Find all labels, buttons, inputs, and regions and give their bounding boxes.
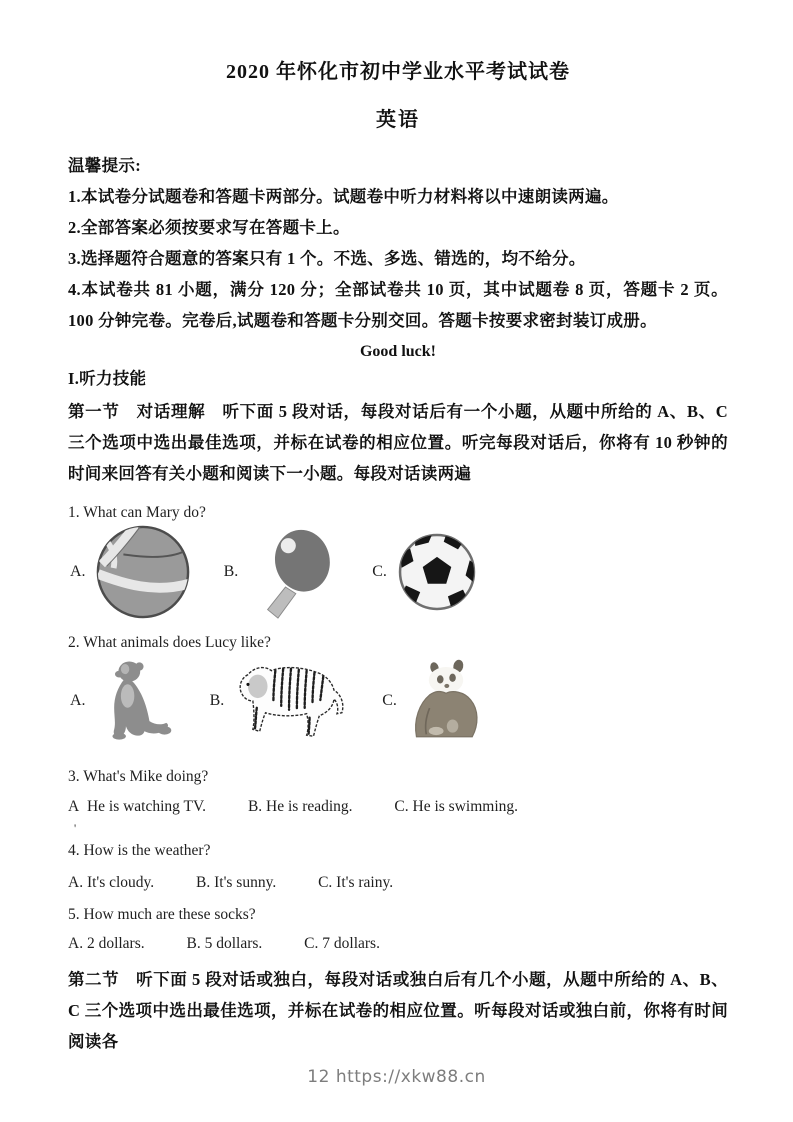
page-footer-watermark: 12 https://xkw88.cn bbox=[307, 1067, 486, 1087]
question-3-options bbox=[68, 797, 728, 835]
option-b-label: B. bbox=[209, 692, 225, 709]
page-subtitle: 英语 bbox=[376, 109, 420, 131]
tiger-icon bbox=[232, 657, 350, 745]
option-c-label: C. bbox=[382, 692, 397, 709]
stray-mark: ' bbox=[74, 821, 77, 835]
part2-intro: 第二节 听下面 5 段对话或独白，每段对话或独白后有几个小题，从题中所给的 A、B、C 三个选项中选出最佳选项，并标在试卷的相应位置。听每段对话或独白前，你将有时间阅读各 bbox=[68, 970, 728, 1051]
notice-item-1: 1.本试卷分试题卷和答题卡两部分。试题卷中听力材料将以中速朗读两遍。 bbox=[68, 187, 619, 206]
option-c-label: C. bbox=[372, 563, 387, 580]
question-4-text: 4. How is the weather? bbox=[68, 842, 211, 859]
q3-option-c: C. He is swimming. bbox=[394, 798, 518, 815]
part1-intro: 第一节 对话理解 听下面 5 段对话，每段对话后有一个小题，从题中所给的 A、B、C 三个选项中选出最佳选项，并标在试卷的相应位置。听完每段对话后，你将有 10 秒钟的时间来回答有关小题和阅读下一小题。每段对话读两遍 bbox=[68, 402, 728, 483]
option-b-label: B. bbox=[223, 563, 239, 580]
question-2-image-options bbox=[68, 655, 728, 747]
notice-block bbox=[68, 150, 728, 336]
question-5-options bbox=[68, 934, 728, 954]
football-icon bbox=[395, 530, 479, 614]
question-4-options bbox=[68, 873, 728, 893]
q4-option-b: B. It's sunny. bbox=[196, 874, 277, 891]
q3-option-a: A He is watching TV. bbox=[68, 798, 207, 815]
q4-option-c: C. It's rainy. bbox=[318, 874, 394, 891]
option-a-label: A. bbox=[70, 563, 86, 580]
question-1-text: 1. What can Mary do? bbox=[68, 504, 206, 521]
q5-option-c: C. 7 dollars. bbox=[304, 935, 380, 952]
q3-option-b: B. He is reading. bbox=[247, 798, 353, 815]
notice-item-4: 4.本试卷共 81 小题，满分 120 分；全部试卷共 10 页，其中试题卷 8 页，答题卡 2 页。100 分钟完卷。完卷后,试题卷和答题卡分别交回。答题卡按要求密封装订成册。 bbox=[68, 280, 728, 330]
q5-option-a: A. 2 dollars. bbox=[68, 935, 145, 952]
question-2-text: 2. What animals does Lucy like? bbox=[68, 634, 271, 651]
notice-header: 温馨提示: bbox=[68, 156, 141, 175]
notice-item-2: 2.全部答案必须按要求写在答题卡上。 bbox=[68, 218, 350, 237]
listening-section-title: I.听力技能 bbox=[68, 369, 147, 388]
panda-icon bbox=[405, 654, 487, 749]
question-1-image-options bbox=[68, 523, 728, 621]
question-3-text: 3. What's Mike doing? bbox=[68, 768, 209, 785]
page-title: 2020 年怀化市初中学业水平考试试卷 bbox=[226, 61, 570, 83]
notice-item-3: 3.选择题符合题意的答案只有 1 个。不选、多选、错选的，均不给分。 bbox=[68, 249, 586, 268]
q4-option-a: A. It's cloudy. bbox=[68, 874, 155, 891]
good-luck-text: Good luck! bbox=[359, 343, 436, 360]
basketball-icon bbox=[94, 523, 192, 621]
q5-option-b: B. 5 dollars. bbox=[186, 935, 263, 952]
table-tennis-paddle-icon bbox=[246, 525, 340, 619]
question-5-text: 5. How much are these socks? bbox=[68, 906, 256, 923]
monkey-icon bbox=[94, 656, 178, 746]
option-a-label: A. bbox=[70, 692, 86, 709]
